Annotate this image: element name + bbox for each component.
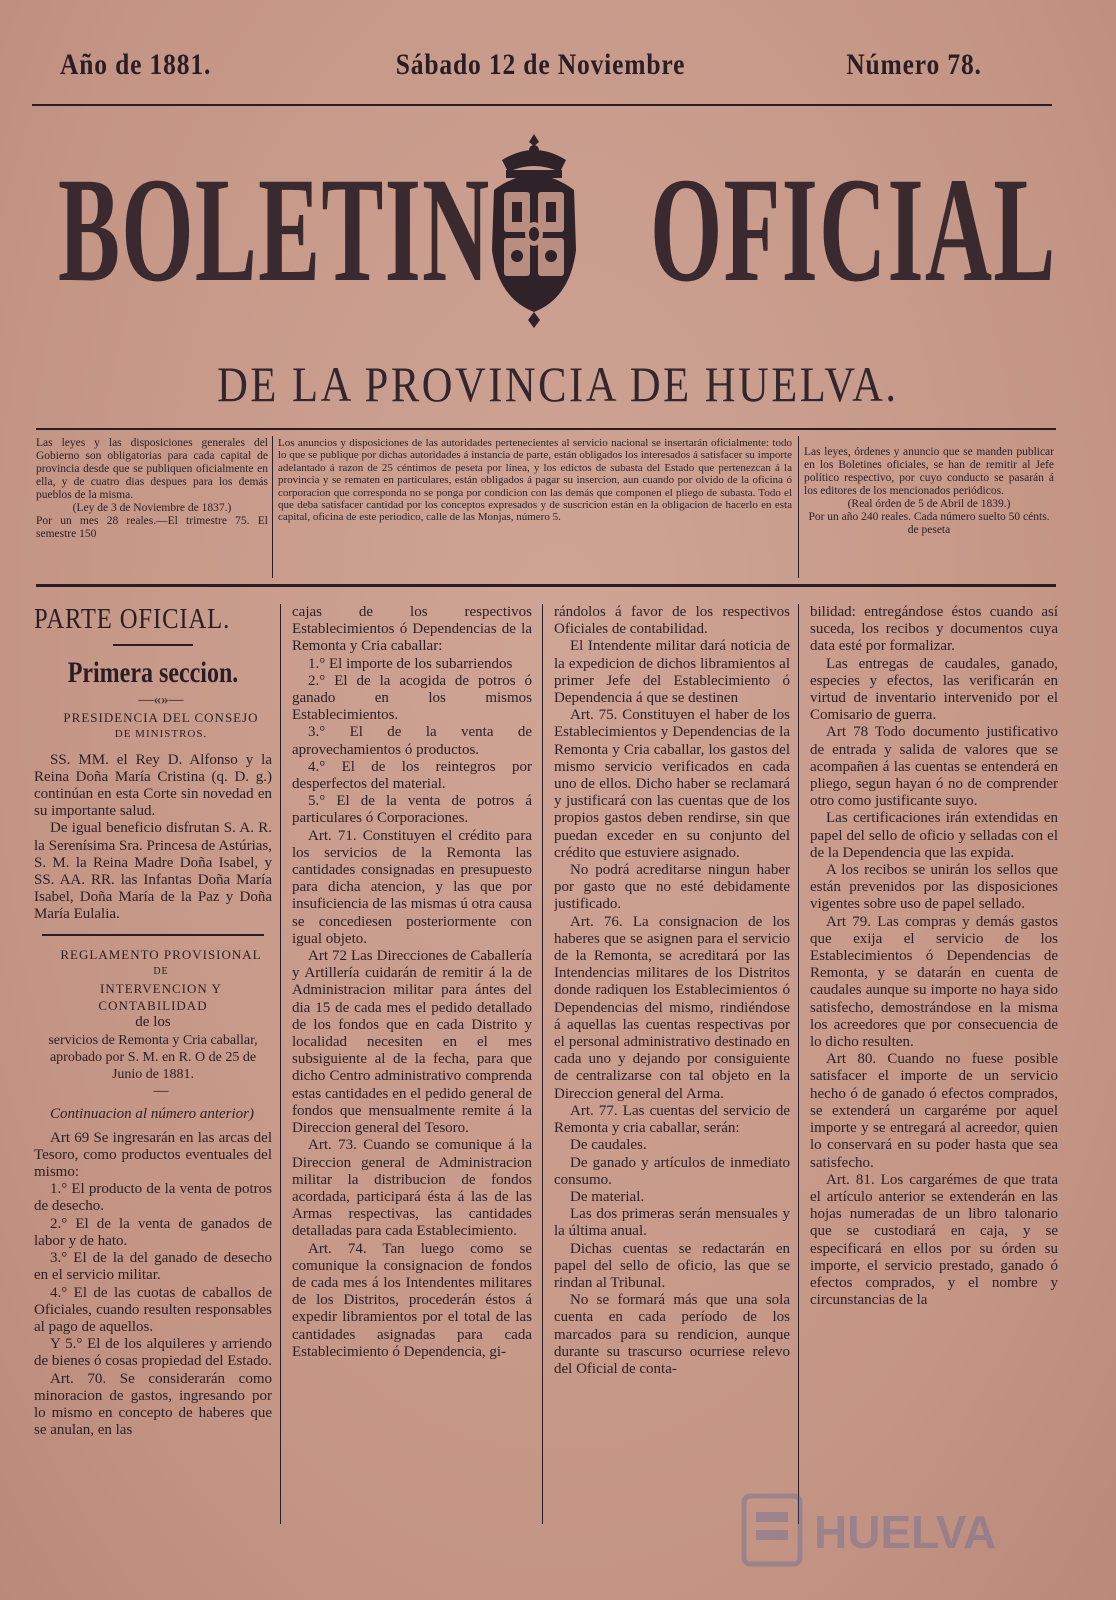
article-73: Art. 73. Cuando se comunique á la Direccion general de Administracion militar la distribucion de fondos acordada, participará ésta á las de las Armas respectivas, las cantidades detalladas para cada Establecimiento.: [292, 1137, 532, 1240]
divider: [42, 934, 264, 936]
notices-divider-1: [272, 436, 273, 578]
paragraph: SS. MM. el Rey D. Alfonso y la Reina Doña María Cristina (q. D. g.) continúan en esta Corte sin novedad en su importante salud.: [34, 751, 272, 820]
masthead: [60, 48, 982, 92]
list-item: 2.° El de la venta de ganados de labor y de hato.: [34, 1215, 272, 1249]
heading-ministros: DE MINISTROS.: [114, 728, 208, 741]
list-item: 3.° El de la del ganado de desecho en el servicio militar.: [34, 1250, 272, 1284]
ornament: —: [153, 1083, 169, 1100]
paragraph: Las certificaciones irán extendidas en papel del sello de oficio y selladas con el de la Dependencia que las expida.: [810, 810, 1058, 861]
paragraph: De igual beneficio disfrutan S. A. R. la Serenísima Sra. Princesa de Astúrias, S. M. la Reina Madre Doña Isabel, y SS. AA. RR. las Infantas Doña María Isabel, Doña María de la Paz y Doña María Eulalia.: [34, 820, 272, 923]
list-item: 1.° El producto de la venta de potros de desecho.: [34, 1181, 272, 1215]
notice-right-cite: (Real órden de 5 de Abril de 1839.): [847, 498, 1011, 510]
stamp-text: HUELVA: [814, 1506, 997, 1558]
issue-year: Año de 1881.: [60, 48, 212, 81]
paragraph: bilidad: entregándose éstos cuando así suceda, los recibos y documentos cuya data esté por formalizar.: [810, 604, 1058, 655]
column-divider-1: [280, 604, 281, 1524]
masthead-rule: [32, 104, 1052, 106]
notice-middle: [278, 437, 792, 524]
article-80: Art 80. Cuando no fuese posible satisfacer el importe de un servicio hecho ó de ganado ó efectos comprados, se extenderá un cargaréme por aquel importe y se entregará al acreedor, quien lo conservará en su poder hasta que sea satisfecho.: [810, 1051, 1058, 1171]
notices-top-rule: [36, 428, 1056, 430]
article-69: Art 69 Se ingresarán en las arcas del Tesoro, como productos eventuales del mismo:: [34, 1129, 272, 1181]
article-78: Art 78 Todo documento justificativo de entrada y salida de valores que se acompañen á las cuentas se entenderá en pliego, segun hayan ó no de comprender otro como justificante suyo.: [810, 724, 1058, 810]
notices-bottom-rule: [36, 584, 1056, 587]
divider: [113, 644, 193, 646]
section-heading-parte-oficial: PARTE OFICIAL.: [34, 604, 231, 635]
notice-left: [36, 437, 268, 541]
column-4: [810, 604, 1058, 1524]
list-item: 2.° El de la acogida de potros ó ganado en los mismos Establecimientos.: [292, 672, 532, 724]
list-item: 5.° El de la venta de potros á particulares ó Corporaciones.: [292, 793, 532, 827]
paragraph: Dichas cuentas se redactarán en papel del sello de oficio, las que se rindan al Tribunal.: [554, 1240, 790, 1291]
notice-left-cite: (Ley de 3 de Noviembre de 1837.): [72, 502, 232, 514]
article-70: Art. 70. Se considerarán como minoracion de gastos, ingresando por lo mismo en concepto de haberes que se anulan, en las: [34, 1370, 272, 1439]
heading-presidencia: PRESIDENCIA DEL CONSEJO: [63, 710, 259, 726]
article-79: Art 79. Las compras y demás gastos que exija el servicio de los Establecimientos ó Dependencias de Remonta, y se datarán en cuenta de caudales aunque su importe no haya sido satisfecho, demostrándose en la misma los acreedores que por consecuencia de lo dicho resulten.: [810, 913, 1058, 1051]
article-75: Art. 75. Constituyen el haber de los Establecimientos y Dependencias de la Remonta y Cria caballar, los gastos del mismo servicio verificados en cada uno de ellos. Dicho haber se reclamará y justificará con las cuentas que de los propios gastos deben rendirse, sin que puedan exceder en su conjunto del crédito que estuviere asignado.: [554, 707, 790, 861]
article-77: Art. 77. Las cuentas del servicio de Remonta y cria caballar, serán:: [554, 1102, 790, 1137]
list-item: De material.: [570, 1188, 645, 1205]
section-heading-primera: Primera seccion.: [67, 656, 239, 689]
heading-de: DE: [153, 965, 169, 977]
paragraph: cajas de los respectivos Establecimientos ó Dependencias de la Remonta y Cria caballar:: [292, 604, 532, 655]
title-right: OFICIAL: [650, 147, 1057, 313]
notice-right-prices: Por un año 240 reales. Cada número suelto 50 cénts. de peseta: [808, 511, 1050, 536]
list-item: 1.° El importe de los subarriendos: [308, 655, 513, 672]
heading-delos: de los: [135, 1014, 171, 1031]
notice-right: [804, 446, 1054, 537]
list-item: 4.° El de las cuotas de caballos de Oficiales, cuando resulten responsables al pago de aquellos.: [34, 1284, 272, 1335]
column-1: [34, 604, 272, 1524]
paragraph: Las entregas de caudales, ganado, especies y efectos, las verificarán en virtud de inventario intervenido por el Comisario de guerra.: [810, 655, 1058, 724]
list-item: Y 5.° El de los alquileres y arriendo de bienes ó cosas propiedad del Estado.: [34, 1336, 272, 1370]
list-item: De caudales.: [570, 1137, 647, 1154]
notice-left-prices: Por un mes 28 reales.—El trimestre 75. El semestre 150: [36, 515, 268, 540]
issue-number: Número 78.: [846, 48, 982, 81]
article-74: Art. 74. Tan luego como se comunique la consignacion de fondos de cada mes á los Intendentes militares de los Distritos, procederán éstos á expedir libramientos por el total de las cantidades asignadas para cada Establecimiento ó Dependencia, gi-: [292, 1240, 532, 1360]
paragraph: El Intendente militar dará noticia de la expedicion de dichos libramientos al primer Jefe del Establecimiento ó Dependencia á que se destinen: [554, 638, 790, 707]
article-76: Art. 76. La consignacion de los haberes que se asignen para el servicio de la Remonta, se acreditará por las Intendencias militares de los Distritos donde radiquen los Establecimientos ó Dependencias del mismo, rindiéndose á aquellas las cuentas respectivas por el personal administrativo destinado en cada uno y dejando por consiguiente de centralizarse con tal objeto en la Direccion general del Arma.: [554, 913, 790, 1102]
column-divider-3: [798, 604, 799, 1524]
library-stamp: [740, 1490, 1040, 1570]
column-3: [554, 604, 790, 1524]
paragraph: rándolos á favor de los respectivos Oficiales de contabilidad.: [554, 604, 790, 638]
continuation-note: Continuacion al número anterior): [50, 1106, 255, 1123]
heading-intervencion: INTERVENCION Y CONTABILIDAD: [98, 981, 222, 1014]
title-subtitle: DE LA PROVINCIA DE HUELVA.: [217, 356, 899, 412]
notice-right-text: Las leyes, órdenes y anuncio que se manden publicar en los Boletines oficiales, se han de remitir al Jefe político respectivo, por cuyo conducto se pasarán á los editores de los mencionados periódicos.: [804, 446, 1054, 497]
heading-servicios: servicios de Remonta y Cria caballar, aprobado por S. M. en R. O de 25 de Junio de 1881.: [48, 1032, 258, 1083]
notices-divider-2: [798, 436, 799, 578]
list-item: 3.° El de la venta de aprovechamientos ó productos.: [292, 724, 532, 758]
article-71: Art. 71. Constituyen el crédito para los servicios de la Remonta las cantidades consignadas en presupuesto para dicha atencion, y las que por insuficiencia de las mismas ú otra causa se concediesen posteriormente con igual objeto.: [292, 827, 532, 947]
column-2: [292, 604, 532, 1524]
column-divider-2: [542, 604, 543, 1524]
paragraph: No podrá acreditarse ningun haber por gasto que no esté debidamente justificado.: [554, 862, 790, 913]
article-72: Art 72 Las Direcciones de Caballería y Artillería cuidarán de remitir á la de Administracion militar para ántes del dia 15 de cada mes el pedido detallado de los fondos que en cada Distrito y localidad necesiten en el mes subsiguiente al de la fecha, para que dicho Centro administrativo comprenda estas cantidades en el pedido general de fondos que mensualmente remite á la Direccion general del Tesoro.: [292, 948, 532, 1137]
title-left: BOLETIN: [58, 147, 491, 313]
article-81: Art. 81. Los cargarémes de que trata el artículo anterior se extenderán en las hojas numeradas de un libro talonario que se custodiará en caja, y se especificará en ellos por su órden su importe, el servicio prestado, ganado ó efectos comprados, y el nombre y circunstancias de la: [810, 1171, 1058, 1309]
list-item: 4.° El de los reintegros por desperfectos del material.: [292, 758, 532, 793]
paragraph: Las dos primeras serán mensuales y la última anual.: [554, 1206, 790, 1240]
royal-coat-of-arms-icon: [480, 130, 588, 330]
notice-middle-text: Los anuncios y disposiciones de las autoridades pertenecientes al servicio nacional se insertarán oficialmente: todo lo que se publique por dichas autoridades á instancia de parte, están obligados los interesados á satisfacer su importe adelantado á razon de 25 céntimos de peseta por línea, y los edictos de subasta del Estado que pertenezcan á la provincia y se rematen en particulares, están obligados á pagar su insercion, aun cuando por olvido de la oficina ó corporacion que corresponda no se ponga por condicion con las demás que componen el pliego de subasta. Todo el que deba satisfacer cantidad por los conceptos expresados y de suscricion están en la obligacion de hacerlo en esta capital, oficina de este periodico, calle de las Monjas, número 5.: [278, 437, 792, 524]
notice-left-text: Las leyes y las disposiciones generales del Gobierno son obligatorias para cada capital de provincia desde que se publiquen oficialmente en ella, y de cuatro dias despues para los demás pueblos de la misma.: [36, 437, 268, 501]
paragraph: A los recibos se unirán los sellos que están prevenidos por las disposiciones vigentes sobre uso de papel sellado.: [810, 862, 1058, 913]
issue-date: Sábado 12 de Noviembre: [395, 48, 686, 81]
ornament: —«»—: [138, 692, 184, 708]
heading-reglamento: REGLAMENTO PROVISIONAL: [60, 946, 262, 962]
list-item: De ganado y artículos de inmediato consumo.: [554, 1154, 790, 1188]
paragraph: No se formará más que una sola cuenta en cada período de los marcados para su rendicion, aunque durante su trascurso ocurriese relevo del Oficial de conta-: [554, 1292, 790, 1377]
